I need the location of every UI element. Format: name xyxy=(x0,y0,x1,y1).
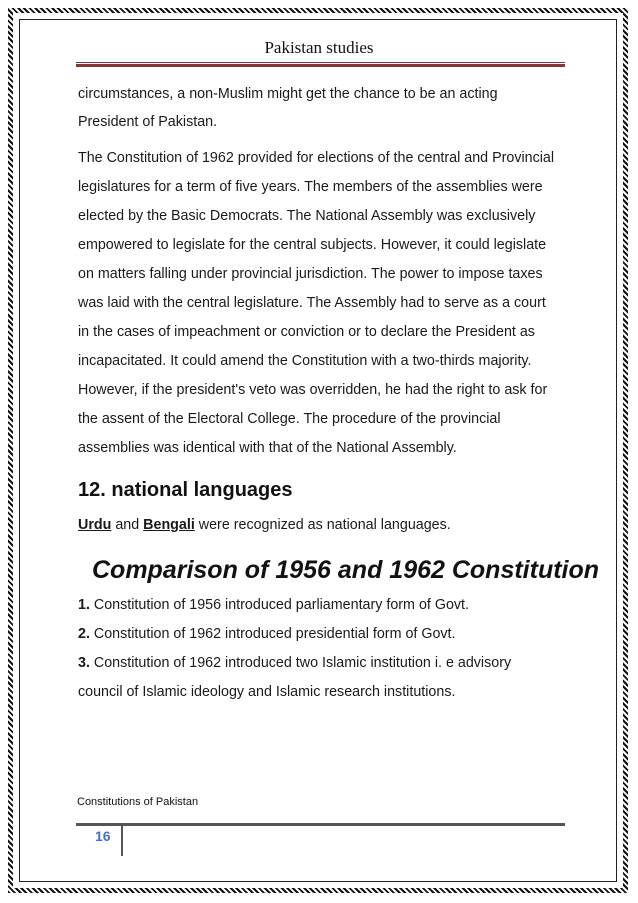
national-languages-text xyxy=(78,511,558,539)
page-number-separator xyxy=(121,826,123,856)
item-text: Constitution of 1956 introduced parliamentary form of Govt. xyxy=(89,597,470,613)
comparison-item xyxy=(78,649,558,707)
item-text: Constitution of 1962 introduced two Islamic institution i. e advisory council of Islamic ideology and Islamic research institutions. xyxy=(78,655,512,700)
section-heading-national-languages: 12. national languages xyxy=(78,479,293,501)
page-content xyxy=(78,80,600,707)
comparison-heading: Comparison of 1956 and 1962 Constitution xyxy=(92,556,600,584)
item-number: 3. xyxy=(78,655,90,671)
language-bengali: Bengali xyxy=(143,517,195,533)
footer-rule xyxy=(76,823,565,826)
item-text: Constitution of 1962 introduced presidential form of Govt. xyxy=(89,626,456,642)
paragraph-constitution-1962: The Constitution of 1962 provided for elections of the central and Provincial legislatures for a term of five years. The members of the assemblies were elected by the Basic Democrats. The National Assembly was exclusively empowered to legislate for the central subjects. However, it could legislate on matters falling under provincial jurisdiction. The power to impose taxes was laid with the central legislature. The Assembly had to serve as a court in the cases of impeachment or conviction or to declare the President as incapacitated. It could amend the Constitution with a two-thirds majority. However, if the president's veto was overridden, he had the right to ask for the assent of the Electoral College. The procedure of the provincial assemblies was identical with that of the National Assembly. xyxy=(78,150,555,456)
footer-text: Constitutions of Pakistan xyxy=(77,796,199,808)
paragraph-continuation: circumstances, a non-Muslim might get the chance to be an acting President of Pakistan. xyxy=(78,86,498,130)
and-text: and xyxy=(111,517,144,533)
comparison-item xyxy=(78,591,558,620)
item-number: 2. xyxy=(78,626,90,642)
header-rule-thick xyxy=(76,64,565,67)
comparison-item xyxy=(78,620,558,649)
header-rule xyxy=(76,62,565,63)
item-number: 1. xyxy=(78,597,90,613)
languages-rest: were recognized as national languages. xyxy=(194,517,451,533)
page-header-title: Pakistan studies xyxy=(264,38,374,57)
page-number: 16 xyxy=(95,828,111,844)
language-urdu: Urdu xyxy=(78,517,112,533)
